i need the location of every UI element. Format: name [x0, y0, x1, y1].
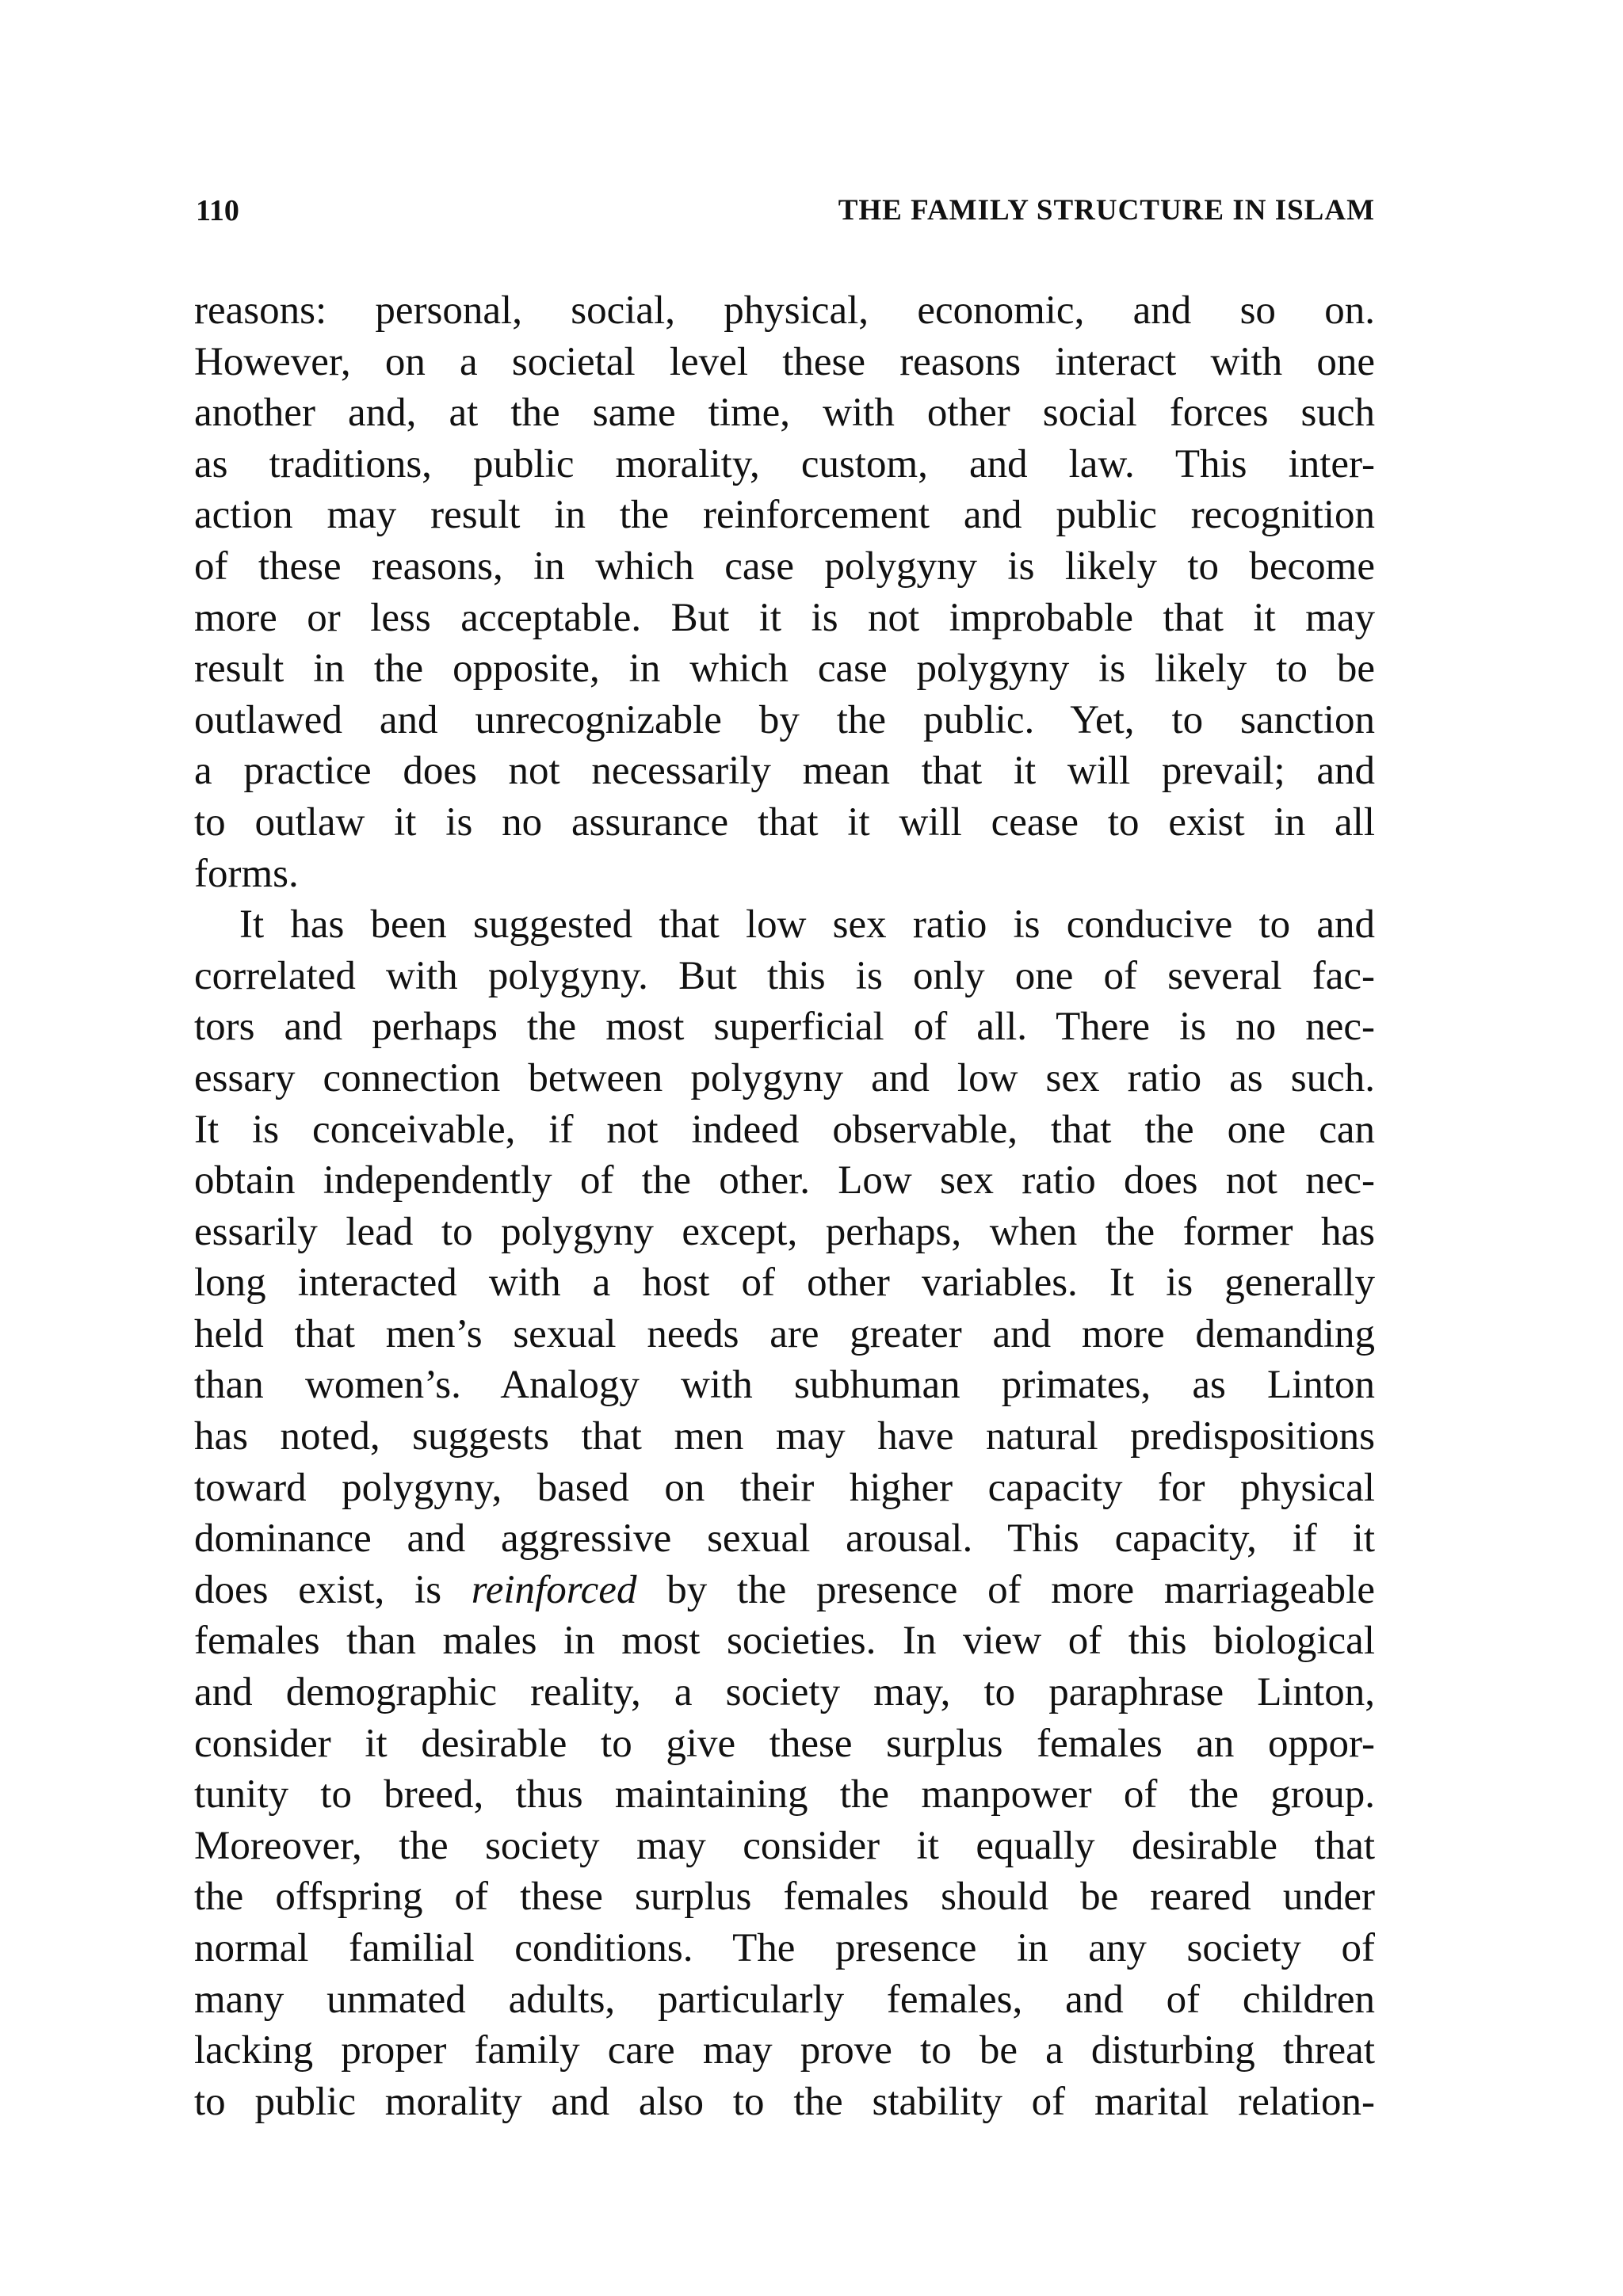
text-line: has noted, suggests that men may have natural predispositions — [194, 1414, 1375, 1459]
text-line: tunity to breed, thus maintaining the manpower of the group. — [194, 1772, 1375, 1817]
paragraph — [194, 899, 1375, 2127]
text-line: forms. — [194, 851, 299, 896]
text-line: Moreover, the society may consider it equally desirable that — [194, 1823, 1375, 1868]
running-title: THE FAMILY STRUCTURE IN ISLAM — [838, 194, 1375, 227]
text-line: as traditions, public morality, custom, and law. This inter- — [194, 441, 1375, 486]
text-line: toward polygyny, based on their higher capacity for physical — [194, 1465, 1375, 1510]
text-line: held that men’s sexual needs are greater and more demanding — [194, 1311, 1375, 1356]
text-line: correlated with polygyny. But this is only one of several fac- — [194, 953, 1375, 998]
text-line: of these reasons, in which case polygyny is likely to become — [194, 543, 1375, 589]
text-line: However, on a societal level these reasons interact with one — [194, 339, 1375, 384]
text-line: essarily lead to polygyny except, perhaps, when the former has — [194, 1209, 1375, 1254]
text-line: consider it desirable to give these surplus females an oppor- — [194, 1721, 1375, 1766]
emphasized-word: reinforced — [471, 1567, 637, 1612]
text-line: another and, at the same time, with other social forces such — [194, 391, 1375, 436]
text-line: normal familial conditions. The presence in any society of — [194, 1926, 1375, 1970]
running-head — [196, 187, 1375, 235]
text-line: than women’s. Analogy with subhuman primates, as Linton — [194, 1363, 1375, 1408]
text-line: more or less acceptable. But it is not improbable that it may — [194, 595, 1375, 640]
text-line: lacking proper family care may prove to be a disturbing threat — [194, 2028, 1375, 2073]
text-line: tors and perhaps the most superficial of all. There is no nec- — [194, 1005, 1375, 1050]
text-line: many unmated adults, particularly females, and of children — [194, 1977, 1375, 2022]
text-line: action may result in the reinforcement and public recognition — [194, 493, 1375, 538]
text-line: dominance and aggressive sexual arousal. This capacity, if it — [194, 1516, 1375, 1562]
text-line: It has been suggested that low sex ratio is conducive to and — [239, 902, 1375, 948]
text-line: obtain independently of the other. Low sex ratio does not nec- — [194, 1158, 1375, 1203]
line-text-after: by the presence of more marriageable — [636, 1567, 1375, 1612]
page-number: 110 — [196, 194, 239, 227]
text-line: to outlaw it is no assurance that it will cease to exist in all — [194, 799, 1375, 845]
body-text — [194, 285, 1375, 2127]
text-line: result in the opposite, in which case polygyny is likely to be — [194, 646, 1375, 692]
text-line: females than males in most societies. In view of this biological — [194, 1619, 1375, 1664]
text-line: and demographic reality, a society may, to paraphrase Linton, — [194, 1670, 1375, 1715]
text-line: outlawed and unrecognizable by the public. Yet, to sanction — [194, 697, 1375, 742]
line-text-before: does exist, is — [194, 1567, 472, 1612]
text-line: essary connection between polygyny and low sex ratio as such. — [194, 1055, 1375, 1100]
text-line: the offspring of these surplus females should be reared under — [194, 1875, 1375, 1920]
text-line: long interacted with a host of other variables. It is generally — [194, 1261, 1375, 1306]
text-line: a practice does not necessarily mean that it will prevail; and — [194, 749, 1375, 794]
text-line-with-emphasis — [194, 1565, 1375, 1616]
paragraph — [194, 285, 1375, 899]
text-line: reasons: personal, social, physical, economic, and so on. — [194, 288, 1375, 333]
text-line: It is conceivable, if not indeed observable, that the one can — [194, 1107, 1375, 1152]
text-line: to public morality and also to the stability of marital relation- — [194, 2079, 1375, 2124]
